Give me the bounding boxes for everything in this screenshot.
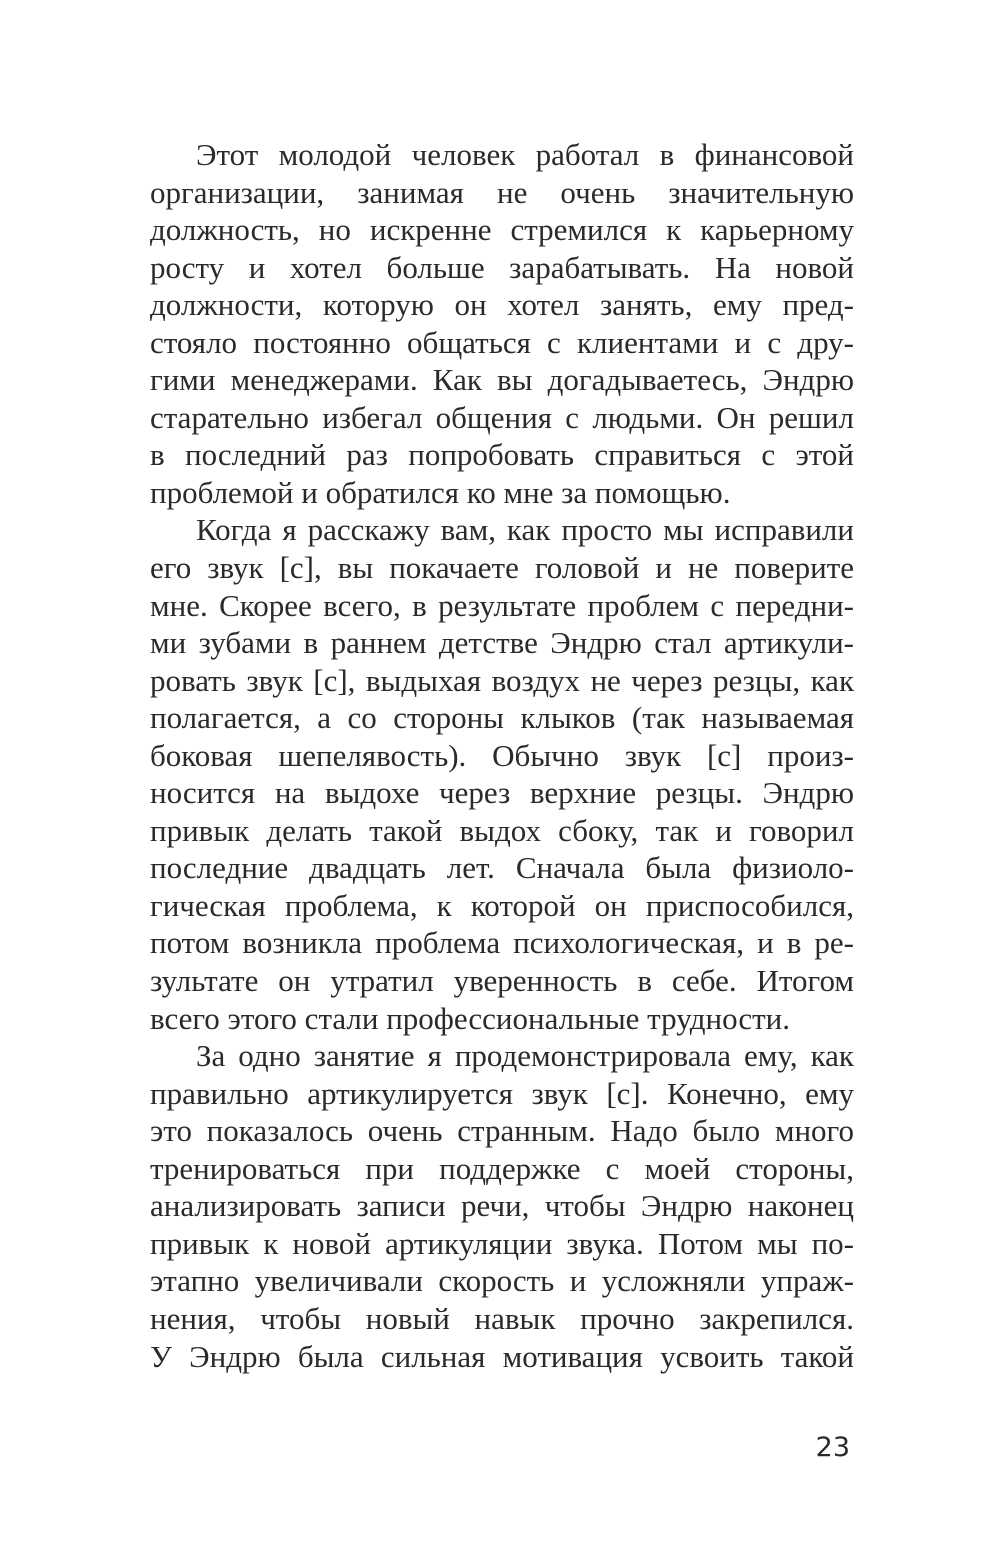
text-line: привык к новой артикуляции звука. Потом мы по- bbox=[150, 1225, 854, 1261]
text-line: зультате он утратил уверенность в себе. Итогом bbox=[150, 963, 854, 999]
text-line: гическая проблема, к которой он приспособился, bbox=[150, 887, 854, 923]
text-line: нения, чтобы новый навык прочно закрепился. bbox=[150, 1300, 854, 1336]
text-line: ми зубами в раннем детстве Эндрю стал артикули- bbox=[150, 625, 854, 661]
text-line: стояло постоянно общаться с клиентами и с дру- bbox=[150, 324, 854, 360]
text-line: Этот молодой человек работал в финансовой bbox=[196, 137, 854, 172]
text-line: боковая шепелявость). Обычно звук [с] произ- bbox=[150, 737, 854, 773]
text-line: правильно артикулируется звук [с]. Конечно, ему bbox=[150, 1075, 854, 1111]
text-line: За одно занятие я продемонстрировала ему, как bbox=[196, 1038, 854, 1074]
paragraph bbox=[150, 511, 854, 1037]
text-line: полагается, а со стороны клыков (так называемая bbox=[150, 700, 854, 736]
text-line: последние двадцать лет. Сначала была физиоло- bbox=[150, 850, 854, 886]
text-line: носится на выдохе через верхние резцы. Эндрю bbox=[150, 775, 854, 811]
text-line: всего этого стали профессиональные трудности. bbox=[150, 1000, 791, 1036]
page-number: 23 bbox=[815, 1432, 850, 1463]
text-line: Когда я расскажу вам, как просто мы исправили bbox=[196, 512, 854, 548]
body-text bbox=[150, 136, 854, 1375]
text-line: тренироваться при поддержке с моей стороны, bbox=[150, 1150, 854, 1186]
text-line: мне. Скорее всего, в результате проблем с передни- bbox=[150, 587, 854, 623]
text-line: привык делать такой выдох сбоку, так и говорил bbox=[150, 812, 854, 848]
text-line: это показалось очень странным. Надо было много bbox=[150, 1113, 854, 1149]
text-line: организации, занимая не очень значительную bbox=[150, 174, 854, 210]
text-line: должности, которую он хотел занять, ему пред- bbox=[150, 287, 854, 323]
text-line: его звук [с], вы покачаете головой и не поверите bbox=[150, 550, 854, 586]
text-line: должность, но искренне стремился к карьерному bbox=[150, 212, 854, 248]
text-line: У Эндрю была сильная мотивация усвоить такой bbox=[150, 1338, 854, 1374]
text-line: анализировать записи речи, чтобы Эндрю наконец bbox=[150, 1188, 854, 1224]
text-line: старательно избегал общения с людьми. Он решил bbox=[150, 399, 854, 435]
paragraph bbox=[150, 136, 854, 511]
text-line: проблемой и обратился ко мне за помощью. bbox=[150, 474, 731, 510]
paragraph bbox=[150, 1037, 854, 1375]
text-line: в последний раз попробовать справиться с этой bbox=[150, 437, 854, 473]
text-line: гими менеджерами. Как вы догадываетесь, Эндрю bbox=[150, 362, 854, 398]
text-line: потом возникла проблема психологическая, и в ре- bbox=[150, 925, 854, 961]
text-line: ровать звук [с], выдыхая воздух не через резцы, как bbox=[150, 662, 854, 698]
text-line: росту и хотел больше зарабатывать. На новой bbox=[150, 249, 854, 285]
text-line: этапно увеличивали скорость и усложняли упраж- bbox=[150, 1263, 854, 1299]
